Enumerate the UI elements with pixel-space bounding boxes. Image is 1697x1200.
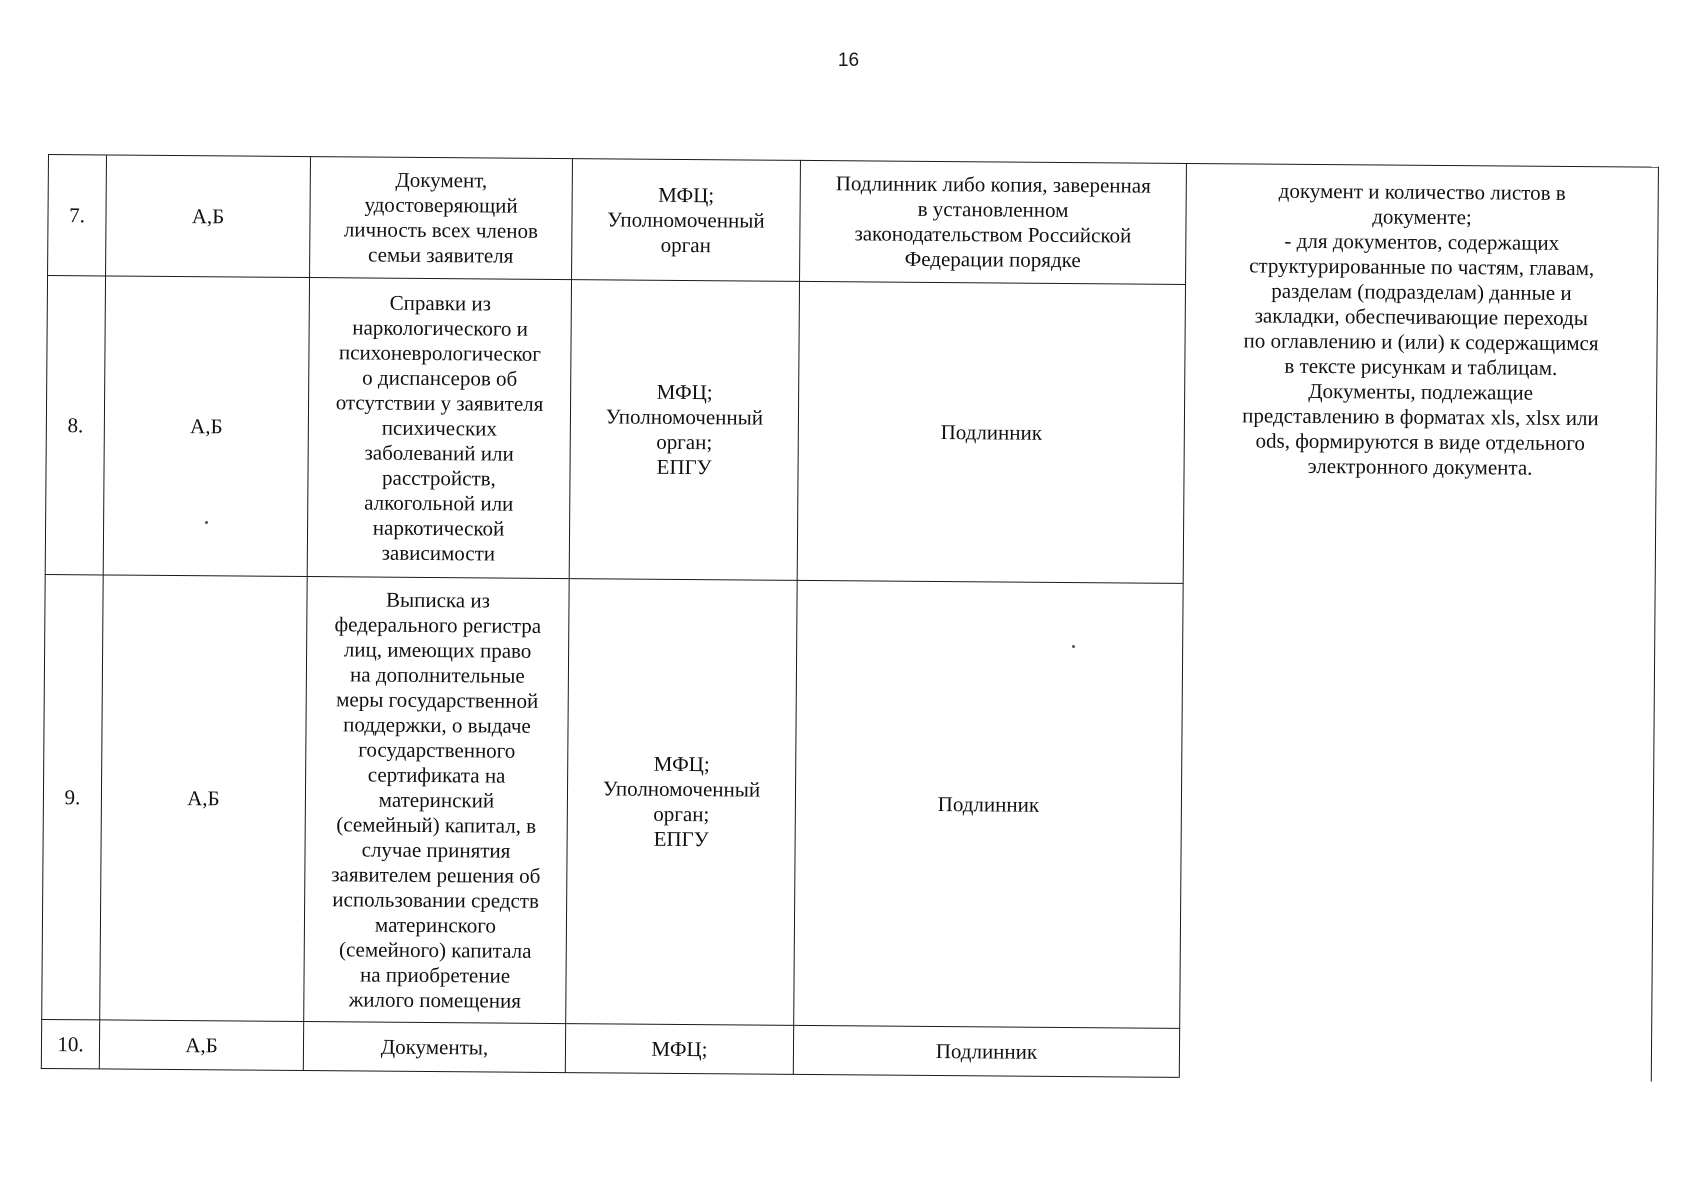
applicant-category: А,Б [99, 1020, 303, 1071]
submission-place: МФЦ; Уполномоченный орган; ЕПГУ [569, 280, 799, 581]
document-name: Документы, [303, 1022, 565, 1073]
document-name: Документ, удостоверяющий личность всех членов семьи заявителя [310, 157, 573, 280]
row-number: 7. [48, 155, 107, 276]
submission-place: МФЦ; Уполномоченный орган [572, 159, 801, 282]
row-number: 8. [45, 276, 105, 575]
documents-table [41, 154, 1659, 1082]
scan-speck [205, 521, 208, 524]
table-row [48, 155, 1659, 289]
submission-place: МФЦ; [565, 1024, 793, 1075]
requirements-notes: документ и количество листов в документе; - для документов, содержащих структурированные по частям, главам, разделам (подразделам) данные и закладки, обеспечивающие переходы по оглавлению и (или) к содержащимся в тексте рисункам и таблицам. Документы, подлежащие представлению в форматах xls, xlsx или ods, формируются в виде отдельного электронного документа. [1179, 163, 1658, 1081]
applicant-category: А,Б [100, 575, 307, 1022]
submission-place: МФЦ; Уполномоченный орган; ЕПГУ [566, 579, 797, 1026]
row-number: 10. [41, 1019, 99, 1068]
applicant-category: А,Б [106, 155, 311, 278]
document-form: Подлинник [797, 281, 1185, 583]
document-form: Подлинник [793, 1025, 1179, 1077]
document-name: Справки из наркологического и психоневрологическог о диспансеров об отсутствии у заявителя психических заболеваний или расстройств, алкогольной или наркотической зависимости [307, 278, 571, 579]
row-number: 9. [42, 574, 103, 1019]
scan-speck [1072, 645, 1075, 648]
page-number: 16 [837, 50, 860, 71]
document-form: Подлинник либо копия, заверенная в установленном законодательством Российской Федерации порядке [800, 160, 1187, 284]
document-form: Подлинник [794, 580, 1183, 1028]
applicant-category: А,Б [103, 276, 309, 577]
document-name: Выписка из федерального регистра лиц, имеющих право на дополнительные меры государственной поддержки, о выдаче государственного сертификата на материнский (семейный) капитал, в случае принятия заявителем решения об использовании средств материнского (семейного) капитала на приобретение жилого помещения [304, 577, 569, 1024]
